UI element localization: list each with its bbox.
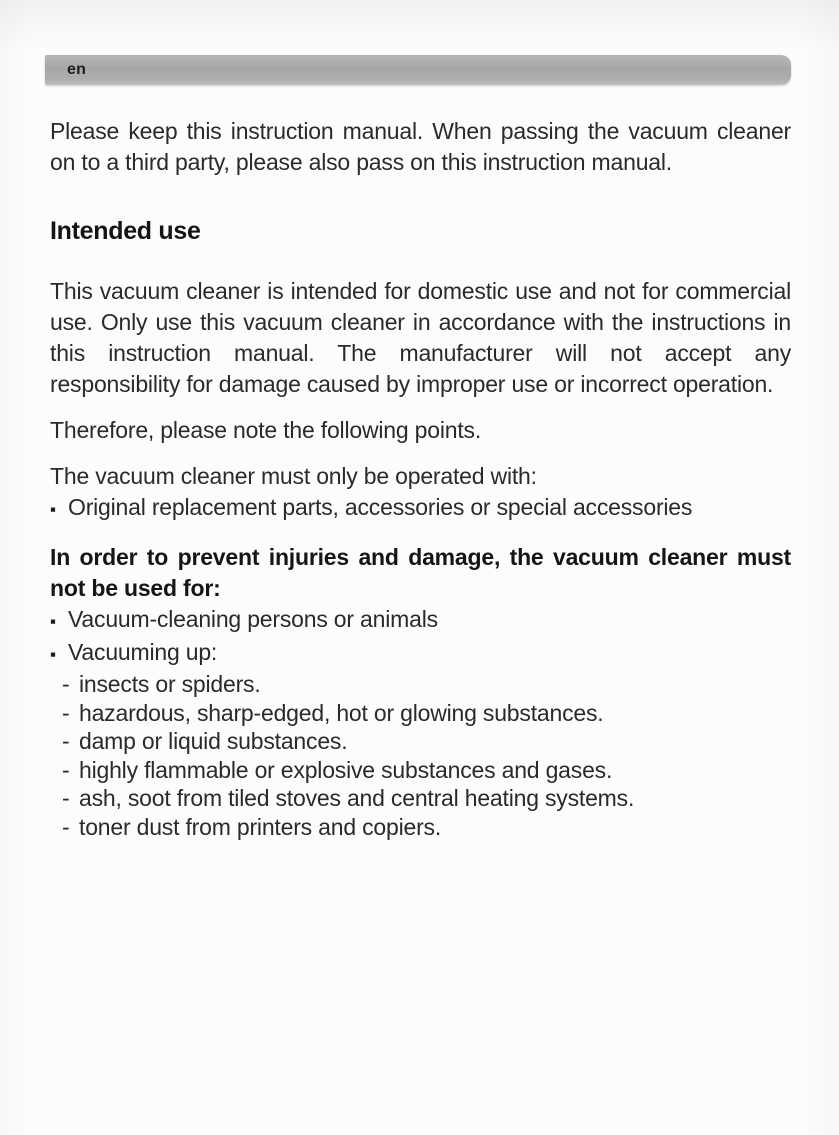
dash-bullet-icon: - <box>62 728 70 754</box>
square-bullet-icon: ▪ <box>50 612 56 631</box>
list-item-text: ash, soot from tiled stoves and central heating systems. <box>79 785 635 811</box>
list-item <box>62 699 791 728</box>
list-item <box>62 784 791 813</box>
dash-bullet-icon: - <box>62 785 70 811</box>
note-paragraph: Therefore, please note the following points. <box>50 417 482 443</box>
list-item-text: Original replacement parts, accessories or special accessories <box>68 494 693 520</box>
dash-bullet-icon: - <box>62 699 70 726</box>
list-item-text: hazardous, sharp-edged, hot or glowing substances. <box>79 699 604 726</box>
list-item-text: Vacuuming up: <box>68 639 218 665</box>
warning-list <box>50 604 791 670</box>
list-item <box>50 637 791 670</box>
list-item <box>50 604 791 637</box>
list-item-text: damp or liquid substances. <box>79 728 348 754</box>
page-content <box>50 116 791 841</box>
section-heading: Intended use <box>50 217 201 245</box>
list-item-text: Vacuum-cleaning persons or animals <box>68 606 438 632</box>
dash-bullet-icon: - <box>62 813 70 840</box>
list-item <box>62 813 791 842</box>
list-item-text: insects or spiders. <box>79 671 261 697</box>
language-bar <box>45 55 791 85</box>
list-item-text: toner dust from printers and copiers. <box>79 813 442 840</box>
square-bullet-icon: ▪ <box>50 645 56 664</box>
list-item <box>50 492 791 525</box>
list-item <box>62 727 791 756</box>
intended-use-paragraph: This vacuum cleaner is intended for domestic use and not for commercial use. Only use this vacuum cleaner in accordance with the instructions in this instruction manual. The manufacturer will not accept any responsibility for damage caused by improper use or incorrect operation. <box>50 278 791 397</box>
square-bullet-icon: ▪ <box>50 500 56 519</box>
dash-bullet-icon: - <box>62 671 70 697</box>
warning-heading: In order to prevent injuries and damage, the vacuum cleaner must not be used for: <box>50 544 791 601</box>
dash-bullet-icon: - <box>62 756 70 783</box>
vacuuming-sub-list <box>50 670 791 841</box>
language-label: en <box>67 61 87 78</box>
list-item <box>62 756 791 785</box>
operated-with-intro: The vacuum cleaner must only be operated with: <box>50 463 537 489</box>
list-item <box>62 670 791 699</box>
operated-with-list <box>50 492 791 525</box>
list-item-text: highly flammable or explosive substances and gases. <box>79 756 613 783</box>
intro-paragraph: Please keep this instruction manual. When passing the vacuum cleaner on to a third party, please also pass on this instruction manual. <box>50 118 791 175</box>
